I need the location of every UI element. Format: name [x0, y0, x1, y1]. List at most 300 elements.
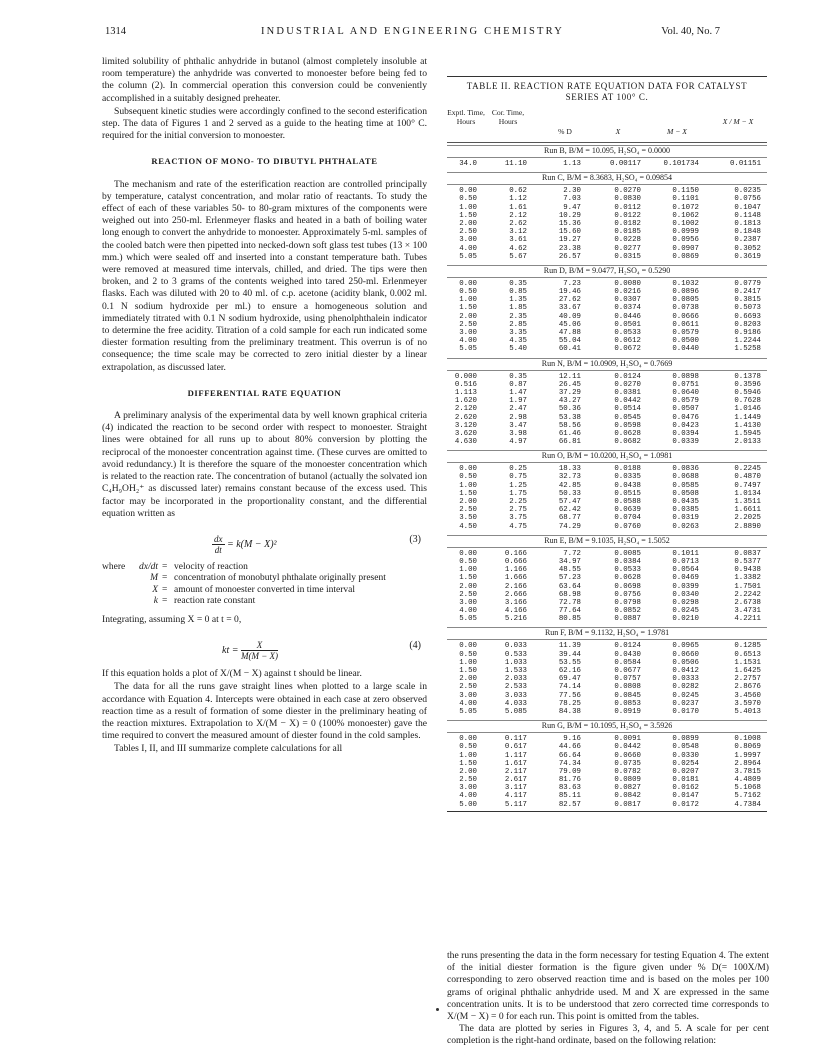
table-cell: 4.4809 — [734, 776, 761, 785]
table-cell: 0.0842 — [614, 792, 641, 801]
table-cell: 0.0704 — [614, 514, 641, 523]
table-cell: 0.62 — [509, 187, 527, 196]
table-cell: 0.1062 — [672, 211, 699, 220]
table-cell: 0.0245 — [672, 607, 699, 616]
run-rows — [447, 185, 767, 263]
table-cell: 1.117 — [504, 751, 527, 760]
table-cell: 0.0170 — [672, 707, 699, 716]
table-cell: 0.0210 — [672, 615, 699, 624]
table-cell: 15.36 — [558, 219, 581, 228]
table-cell: 1.50 — [459, 211, 477, 220]
run-label: Run O, B/M = 10.0200, H₂SO₄ = 1.0981 — [447, 450, 767, 463]
table-cell: 42.85 — [558, 481, 581, 490]
table-cell: 50.36 — [558, 405, 581, 414]
table-cell: 2.12 — [509, 211, 527, 220]
table-cell: 1.3382 — [734, 574, 761, 583]
table-cell: 19.27 — [558, 236, 581, 245]
table-cell: 1.00 — [459, 751, 477, 760]
table-cell: 2.50 — [459, 228, 477, 237]
table-cell: 0.1002 — [672, 219, 699, 228]
table-cell: 0.01151 — [729, 160, 761, 168]
table-cell: 0.0469 — [672, 574, 699, 583]
table-cell: 0.7497 — [734, 481, 761, 490]
table-cell: 0.0585 — [672, 481, 699, 490]
table-cell: 0.117 — [504, 735, 527, 744]
table-cell: 3.117 — [504, 784, 527, 793]
table-cell: 0.85 — [509, 288, 527, 297]
run-rows — [447, 278, 767, 356]
table-row — [447, 490, 767, 498]
table-cell: 3.12 — [509, 228, 527, 237]
table-cell: 2.117 — [504, 767, 527, 776]
table-row — [447, 381, 767, 389]
table-row — [447, 313, 767, 321]
table-cell: 0.00 — [459, 465, 477, 474]
table-row — [447, 784, 767, 792]
where-description: velocity of reaction — [174, 561, 248, 572]
table-cell: 0.0235 — [734, 187, 761, 196]
table-row — [447, 523, 767, 531]
table-cell: 55.04 — [558, 337, 581, 346]
equation-4 — [102, 632, 427, 662]
table-cell: 66.64 — [558, 751, 581, 760]
page-number: 1314 — [105, 26, 126, 37]
table-body — [447, 145, 767, 811]
table-cell: 0.1072 — [672, 203, 699, 212]
table-row — [447, 659, 767, 667]
table-cell: 0.0228 — [614, 236, 641, 245]
table-row — [447, 236, 767, 244]
table-cell: 0.0660 — [614, 751, 641, 760]
table-cell: 0.0660 — [672, 650, 699, 659]
table-cell: 43.27 — [558, 397, 581, 406]
table-cell: 0.0172 — [672, 800, 699, 809]
table-cell: 0.1813 — [734, 219, 761, 228]
table-cell: 5.00 — [459, 800, 477, 809]
table-cell: 7.72 — [563, 549, 581, 558]
table-cell: 3.620 — [454, 429, 477, 438]
table-cell: 1.6611 — [734, 506, 761, 515]
table-cell: 79.09 — [558, 767, 581, 776]
table-cell: 0.0805 — [672, 296, 699, 305]
table-cell: 1.533 — [504, 667, 527, 675]
table-row — [447, 642, 767, 650]
table-cell: 5.05 — [459, 615, 477, 624]
col-header-m-minus-x: M − X — [667, 127, 687, 136]
table-cell: 0.0335 — [614, 473, 641, 482]
table-cell: 0.75 — [509, 473, 527, 482]
table-cell: 0.0124 — [614, 372, 641, 381]
table-cell: 7.23 — [563, 279, 581, 288]
table-cell: 5.67 — [509, 252, 527, 261]
where-symbol: X — [152, 584, 158, 595]
table-cell: 0.0181 — [672, 776, 699, 785]
table-cell: 0.0896 — [672, 288, 699, 297]
table-cell: 2.00 — [459, 219, 477, 228]
table-cell: 0.0514 — [614, 405, 641, 414]
table-cell: 4.00 — [459, 699, 477, 708]
table-cell: 0.2387 — [734, 236, 761, 245]
table-cell: 0.0263 — [672, 522, 699, 531]
table-cell: 0.50 — [459, 473, 477, 482]
table-cell: 0.0385 — [672, 506, 699, 515]
table-row — [447, 414, 767, 422]
table-cell: 1.166 — [504, 566, 527, 575]
table-cell: 0.0688 — [672, 473, 699, 482]
table-cell: 0.0440 — [672, 345, 699, 354]
table-cell: 0.35 — [509, 279, 527, 288]
table-cell: 4.00 — [459, 607, 477, 616]
where-label: where — [102, 561, 126, 572]
table-row — [447, 228, 767, 236]
table-cell: 60.41 — [558, 345, 581, 354]
table-cell: 0.0639 — [614, 506, 641, 515]
table-cell: 1.3511 — [734, 498, 761, 506]
table-cell: 77.64 — [558, 607, 581, 616]
table-cell: 1.35 — [509, 296, 527, 305]
table-cell: 0.1150 — [672, 187, 699, 196]
table-cell: 0.0412 — [672, 667, 699, 675]
table-cell: 26.45 — [558, 380, 581, 389]
table-cell: 2.8964 — [734, 759, 761, 768]
table-cell: 0.0374 — [614, 304, 641, 313]
eq4-lhs: kt = — [222, 644, 239, 656]
table-cell: 44.66 — [558, 743, 581, 752]
col-header-cor-time: Cor. Time, Hours — [491, 108, 525, 126]
table-cell: 0.0584 — [614, 658, 641, 667]
table-cell: 27.62 — [558, 296, 581, 305]
table-cell: 0.0216 — [614, 288, 641, 297]
table-cell: 0.0423 — [672, 421, 699, 430]
table-cell: 0.00 — [459, 279, 477, 288]
table-cell: 0.0677 — [614, 667, 641, 675]
table-cell: 0.0808 — [614, 683, 641, 692]
table-cell: 0.0298 — [672, 598, 699, 607]
equation-3 — [102, 526, 427, 556]
table-cell: 0.0817 — [614, 800, 641, 809]
table-cell: 0.9186 — [734, 329, 761, 337]
table-cell: 0.3052 — [734, 244, 761, 253]
stray-mark — [436, 1008, 439, 1011]
eq3-number: (3) — [409, 533, 421, 545]
eq3-lhs-numerator: dx — [214, 533, 223, 544]
table-row — [447, 253, 767, 261]
table-cell: 0.617 — [504, 743, 527, 752]
table-cell: 11.10 — [504, 160, 527, 168]
paragraph-if: If this equation holds a plot of X/(M − X) against t should be linear. — [102, 668, 362, 680]
table-row — [447, 405, 767, 413]
table-cell: 0.0112 — [614, 203, 641, 212]
table-cell: 0.0207 — [672, 767, 699, 776]
table-cell: 0.0330 — [672, 751, 699, 760]
table-cell: 0.2245 — [734, 465, 761, 474]
table-cell: 0.0315 — [614, 252, 641, 261]
table-row — [447, 651, 767, 659]
run-rows — [447, 371, 767, 449]
table-cell: 83.63 — [558, 784, 581, 793]
table-cell: 0.101734 — [663, 160, 699, 168]
table-row — [447, 397, 767, 405]
heading-differential: DIFFERENTIAL RATE EQUATION — [187, 387, 342, 398]
table-row — [447, 735, 767, 743]
table-header — [447, 106, 767, 143]
table-row — [447, 212, 767, 220]
table-cell: 0.0307 — [614, 296, 641, 305]
table-cell: 0.0999 — [672, 228, 699, 237]
table-cell: 2.47 — [509, 405, 527, 414]
table-cell: 2.533 — [504, 683, 527, 692]
eq4-denominator: M(M − X) — [240, 651, 279, 662]
table-cell: 2.6738 — [734, 598, 761, 607]
table-cell: 5.085 — [504, 707, 527, 716]
table-cell: 0.0853 — [614, 699, 641, 708]
table-cell: 0.0611 — [672, 320, 699, 329]
table-cell: 3.98 — [509, 429, 527, 438]
table-row — [447, 430, 767, 438]
table-cell: 0.0548 — [672, 743, 699, 752]
table-cell: 0.0666 — [672, 312, 699, 321]
table-cell: 85.11 — [558, 792, 581, 801]
table-cell: 0.0147 — [672, 792, 699, 801]
run-label: Run G, B/M = 10.1095, H₂SO₄ = 3.5926 — [447, 720, 767, 733]
table-cell: 2.666 — [504, 590, 527, 599]
table-row — [447, 304, 767, 312]
table-cell: 0.0965 — [672, 642, 699, 651]
table-cell: 4.50 — [459, 522, 477, 531]
table-row — [447, 801, 767, 809]
table-cell: 34.97 — [558, 557, 581, 566]
table-cell: 0.0507 — [672, 405, 699, 414]
where-description: reaction rate constant — [174, 596, 256, 607]
table-cell: 0.4870 — [734, 473, 761, 482]
run-rows — [447, 158, 767, 170]
table-cell: 0.50 — [459, 195, 477, 204]
table-cell: 1.0146 — [734, 405, 761, 414]
table-cell: 0.0282 — [672, 683, 699, 692]
table-cell: 4.166 — [504, 607, 527, 616]
table-cell: 0.3596 — [734, 380, 761, 389]
table-cell: 0.0122 — [614, 211, 641, 220]
where-symbol: dx/dt — [139, 561, 158, 572]
table-cell: 2.50 — [459, 506, 477, 515]
table-cell: 5.1068 — [734, 784, 761, 793]
table-cell: 0.0827 — [614, 784, 641, 793]
table-cell: 0.0188 — [614, 465, 641, 474]
table-cell: 5.40 — [509, 345, 527, 354]
table-cell: 0.0237 — [672, 699, 699, 708]
table-cell: 3.00 — [459, 784, 477, 793]
table-cell: 47.88 — [558, 329, 581, 337]
table-cell: 0.00 — [459, 549, 477, 558]
table-cell: 78.25 — [558, 699, 581, 708]
table-cell: 0.0845 — [614, 691, 641, 700]
table-cell: 0.7628 — [734, 397, 761, 406]
table-cell: 0.1047 — [734, 203, 761, 212]
table-cell: 0.0080 — [614, 279, 641, 288]
run-label: Run N, B/M = 10.0909, H₂SO₄ = 0.7669 — [447, 358, 767, 371]
table-row — [447, 743, 767, 751]
table-cell: 0.0476 — [672, 413, 699, 422]
table-cell: 0.0501 — [614, 320, 641, 329]
table-row — [447, 615, 767, 623]
table-cell: 3.61 — [509, 236, 527, 245]
table-cell: 37.29 — [558, 388, 581, 397]
eq4-number: (4) — [409, 640, 421, 652]
table-cell: 1.4130 — [734, 421, 761, 430]
table-row — [447, 220, 767, 228]
table-cell: 0.0907 — [672, 244, 699, 253]
journal-title: INDUSTRIAL AND ENGINEERING CHEMISTRY — [260, 26, 565, 37]
table-cell: 0.2417 — [734, 288, 761, 297]
table-cell: 0.0340 — [672, 590, 699, 599]
table-cell: 2.2757 — [734, 675, 761, 684]
table-cell: 0.0612 — [614, 337, 641, 346]
table-cell: 0.50 — [459, 650, 477, 659]
table-cell: 0.0319 — [672, 514, 699, 523]
table-cell: 0.666 — [504, 557, 527, 566]
table-cell: 4.2211 — [734, 615, 761, 624]
table-cell: 4.75 — [509, 522, 527, 531]
run-label: Run C, B/M = 8.3683, H₂SO₄ = 0.09854 — [447, 172, 767, 185]
table-row — [447, 438, 767, 446]
table-row — [447, 768, 767, 776]
table-cell: 0.0333 — [672, 675, 699, 684]
table-cell: 0.0751 — [672, 380, 699, 389]
table-cell: 0.00 — [459, 642, 477, 651]
table-cell: 0.6513 — [734, 650, 761, 659]
table-cell: 0.5946 — [734, 388, 761, 397]
table-row — [447, 599, 767, 607]
table-cell: 0.0756 — [734, 195, 761, 204]
table-cell: 0.87 — [509, 380, 527, 389]
table-cell: 0.0760 — [614, 522, 641, 531]
table-cell: 4.62 — [509, 244, 527, 253]
table-row — [447, 345, 767, 353]
table-cell: 5.05 — [459, 252, 477, 261]
table-row — [447, 683, 767, 691]
table-cell: 0.0830 — [614, 195, 641, 204]
table-cell: 0.0713 — [672, 557, 699, 566]
table-cell: 0.0735 — [614, 759, 641, 768]
table-cell: 5.117 — [504, 800, 527, 809]
table-cell: 5.05 — [459, 345, 477, 354]
table-cell: 1.00 — [459, 296, 477, 305]
eq3-rhs: = k(M − X)² — [227, 538, 277, 550]
table-row — [447, 574, 767, 582]
table-cell: 0.8069 — [734, 743, 761, 752]
table-cell: 5.05 — [459, 707, 477, 716]
table-cell: 0.0738 — [672, 304, 699, 313]
table-cell: 0.0545 — [614, 413, 641, 422]
table-cell: 0.0245 — [672, 691, 699, 700]
table-cell: 2.50 — [459, 683, 477, 692]
table-cell: 7.03 — [563, 195, 581, 204]
table-cell: 3.5970 — [734, 699, 761, 708]
table-cell: 0.0836 — [672, 465, 699, 474]
where-symbol: M — [150, 573, 158, 584]
table-cell: 0.25 — [509, 465, 527, 474]
col-header-ratio: X / M − X — [722, 117, 754, 126]
where-definitions — [102, 562, 427, 608]
table-cell: 5.7162 — [734, 792, 761, 801]
table-cell: 0.3619 — [734, 252, 761, 261]
table-row — [447, 321, 767, 329]
where-description: amount of monoester converted in time interval — [174, 584, 355, 595]
table-cell: 0.033 — [504, 642, 527, 651]
paragraph-plotted: The data are plotted by series in Figures 3, 4, and 5. A scale for per cent completion is the right-hand ordinate, based on the following relation: — [447, 1023, 769, 1047]
table-cell: 0.0779 — [734, 279, 761, 288]
table-cell: 74.34 — [558, 759, 581, 768]
table-cell: 63.64 — [558, 582, 581, 591]
table-cell: 1.85 — [509, 304, 527, 313]
table-row — [447, 389, 767, 397]
table-cell: 1.1531 — [734, 658, 761, 667]
table-cell: 0.0515 — [614, 489, 641, 498]
table-cell: 1.9997 — [734, 751, 761, 760]
left-column — [102, 56, 427, 757]
table-cell: 1.50 — [459, 574, 477, 583]
table-cell: 4.00 — [459, 244, 477, 253]
table-cell: 1.12 — [509, 195, 527, 204]
table-cell: 1.47 — [509, 388, 527, 397]
table-cell: 3.033 — [504, 691, 527, 700]
paragraph-data: The data for all the runs gave straight lines when plotted to a large scale in accordance with Equation 4. Intercepts were obtained in each case at zero observed reaction time as a result of formation of some diester in the preliminary heating of the reaction mixtures. Extrapolation to X/(M − X) = 0 (100% monoester) gave the time required to convert the measured amount of diester found in the cold samples. — [102, 681, 427, 742]
table-cell: 0.0579 — [672, 397, 699, 406]
table-cell: 40.09 — [558, 312, 581, 321]
table-cell: 0.0270 — [614, 380, 641, 389]
table-cell: 3.00 — [459, 236, 477, 245]
table-cell: 23.38 — [558, 244, 581, 253]
table-cell: 0.5377 — [734, 557, 761, 566]
table-row — [447, 204, 767, 212]
run-label: Run D, B/M = 9.0477, H₂SO₄ = 0.5290 — [447, 265, 767, 278]
table-cell: 1.75 — [509, 489, 527, 498]
table-row — [447, 373, 767, 381]
table-cell: 2.85 — [509, 320, 527, 329]
table-cell: 0.3815 — [734, 296, 761, 305]
table-row — [447, 792, 767, 800]
table-cell: 10.29 — [558, 211, 581, 220]
table-cell: 1.00 — [459, 481, 477, 490]
table-cell: 3.00 — [459, 691, 477, 700]
paragraph-tables: Tables I, II, and III summarize complete calculations for all — [114, 743, 343, 755]
table-cell: 33.67 — [558, 304, 581, 313]
table-cell: 68.98 — [558, 590, 581, 599]
table-cell: 0.0898 — [672, 372, 699, 381]
table-cell: 80.85 — [558, 615, 581, 624]
table-cell: 1.1449 — [734, 413, 761, 422]
table-cell: 1.50 — [459, 759, 477, 768]
table-cell: 0.516 — [454, 380, 477, 389]
table-cell: 0.0682 — [614, 438, 641, 447]
table-cell: 0.0640 — [672, 388, 699, 397]
table-cell: 0.1101 — [672, 195, 699, 204]
table-cell: 2.2025 — [734, 514, 761, 523]
table-cell: 0.0435 — [672, 498, 699, 506]
table-row — [447, 752, 767, 760]
table-cell: 1.5945 — [734, 429, 761, 438]
table-cell: 9.16 — [563, 735, 581, 744]
table-title-line1: TABLE II. REACTION RATE EQUATION DATA FOR CATALYST — [466, 81, 748, 91]
table-cell: 0.1285 — [734, 642, 761, 651]
table-cell: 0.533 — [504, 650, 527, 659]
table-cell: 32.73 — [558, 473, 581, 482]
table-cell: 0.0899 — [672, 735, 699, 744]
table-row — [447, 558, 767, 566]
table-cell: 0.0698 — [614, 582, 641, 591]
table-cell: 57.23 — [558, 574, 581, 583]
table-cell: 1.00 — [459, 658, 477, 667]
